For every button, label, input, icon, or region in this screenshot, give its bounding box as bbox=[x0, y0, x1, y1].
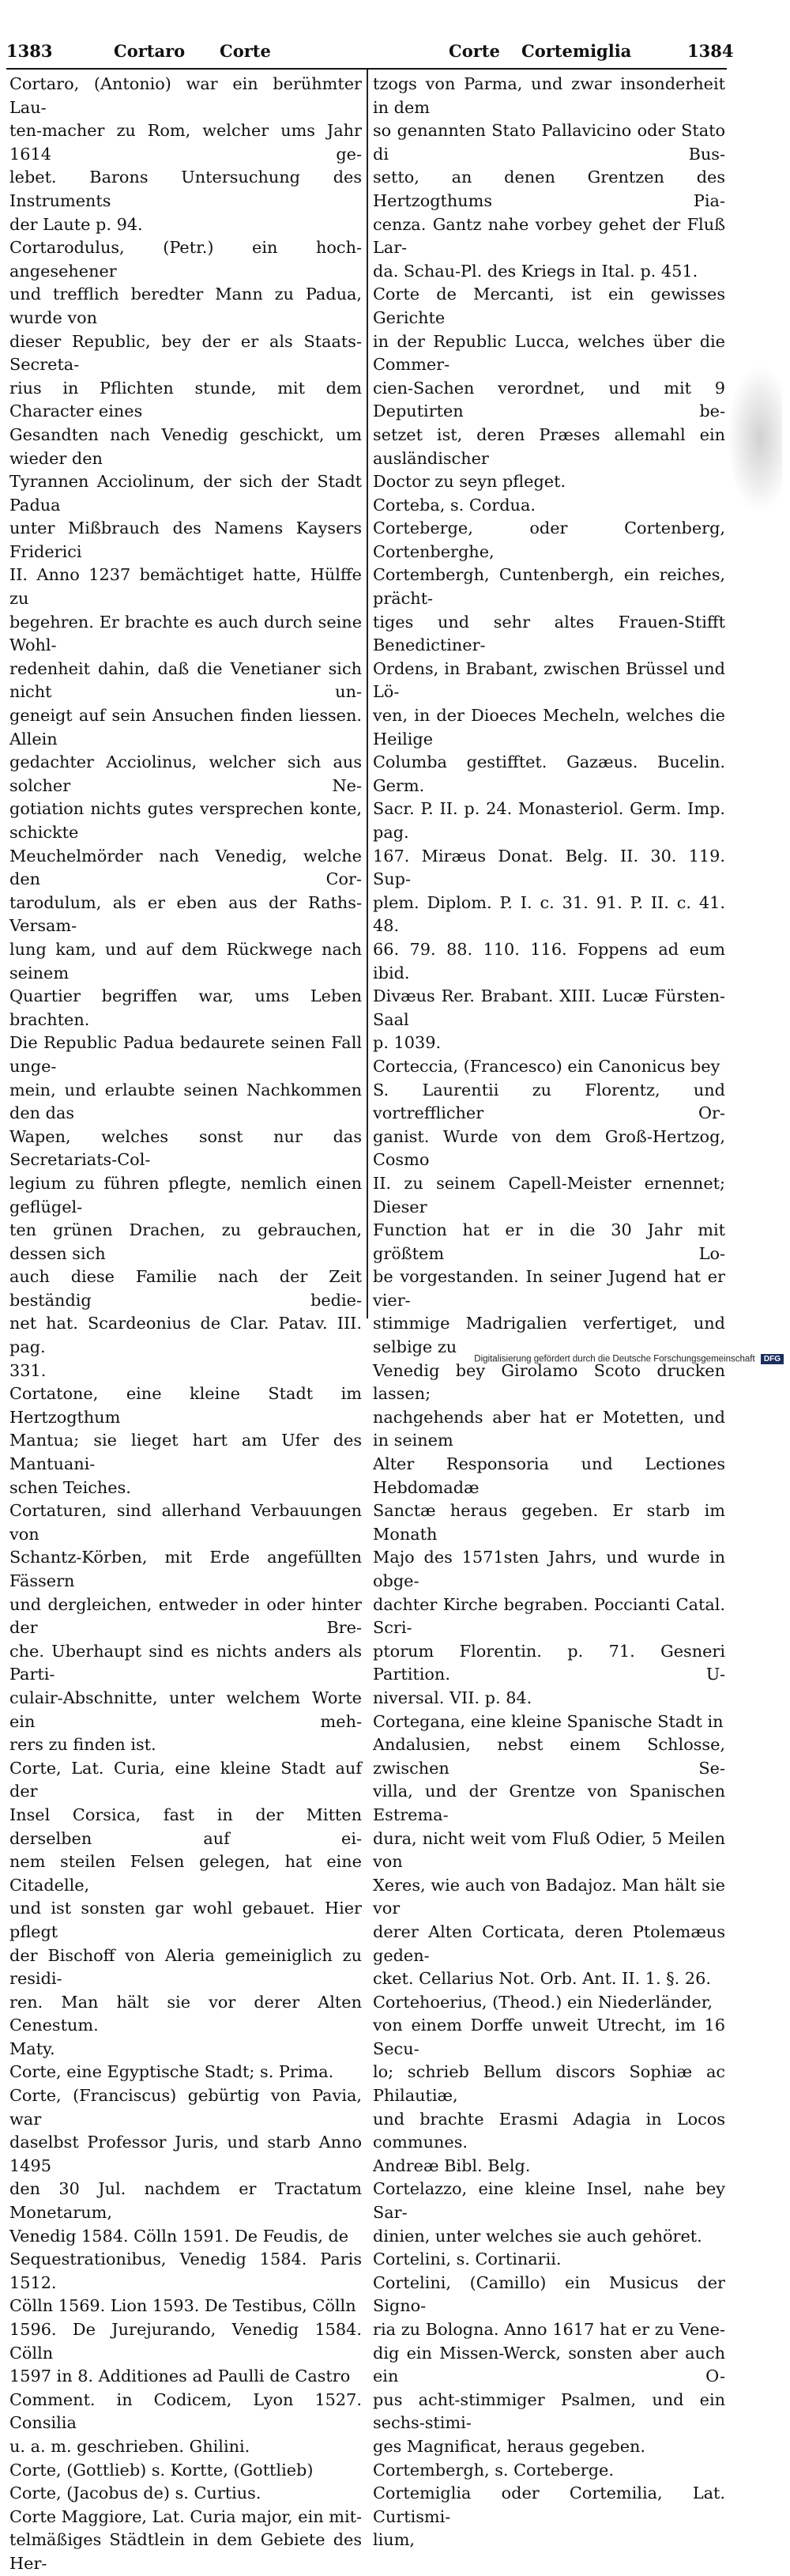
text-line: ges Magnificat, heraus gegeben. bbox=[373, 2436, 646, 2456]
text-line: Cortegana, eine kleine Spanische Stadt in bbox=[373, 1711, 724, 1731]
column-divider bbox=[367, 70, 368, 1318]
text-line: plem. Diplom. P. I. c. 31. 91. P. II. c. 41. 48. bbox=[373, 892, 725, 936]
text-line: lo; schrieb Bellum discors Sophiæ ac Philautiæ, bbox=[373, 2062, 725, 2106]
text-line: gedachter Acciolinus, welcher sich aus solcher Ne- bbox=[9, 752, 362, 795]
text-line: Meuchelmörder nach Venedig, welche den Cor- bbox=[9, 846, 362, 889]
text-line: Andreæ Bibl. Belg. bbox=[373, 2155, 531, 2175]
text-line: stimmige Madrigalien verfertiget, und selbige zu bbox=[373, 1314, 725, 1357]
text-line: dig ein Missen-Werck, sonsten aber auch ein O- bbox=[373, 2343, 725, 2386]
page-header bbox=[6, 41, 734, 68]
text-line: Quartier begriffen war, ums Leben brachten. bbox=[9, 986, 362, 1029]
text-line: den 30 Jul. nachdem er Tractatum Monetarum, bbox=[9, 2179, 362, 2223]
text-line: Cortemiglia oder Cortemilia, Lat. Curtismi- bbox=[373, 2484, 725, 2526]
text-line: Comment. in Codicem, Lyon 1527. Consilia bbox=[9, 2389, 362, 2433]
left-column bbox=[9, 73, 362, 2573]
text-line: lebet. Barons Untersuchung des Instruments bbox=[9, 168, 362, 210]
text-line: Corte, eine Egyptische Stadt; s. Prima. bbox=[9, 2062, 334, 2082]
text-line: p. 1039. bbox=[373, 1033, 442, 1053]
text-line: Sequestrationibus, Venedig 1584. Paris 1512. bbox=[9, 2250, 362, 2292]
text-line: Corte, (Gottlieb) s. Kortte, (Gottlieb) bbox=[9, 2460, 314, 2480]
text-line: dieser Republic, bey der er als Staats-Secreta- bbox=[9, 331, 362, 375]
text-line: derer Alten Corticata, deren Ptolemæus geden- bbox=[373, 1922, 725, 1965]
text-line: telmäßiges Städtlein in dem Gebiete des Her- bbox=[9, 2530, 362, 2573]
text-line: cien-Sachen verordnet, und mit 9 Deputirten be- bbox=[373, 378, 725, 421]
dfg-logo: DFG bbox=[761, 1354, 784, 1364]
text-line: II. zu seinem Capell-Meister ernennet; Dieser bbox=[373, 1173, 725, 1216]
text-line: von einem Dorffe unweit Utrecht, im 16 Secu- bbox=[373, 2016, 725, 2058]
text-line: Wapen, welches sonst nur das Secretariats-Col- bbox=[9, 1126, 362, 1170]
text-line: und brachte Erasmi Adagia in Locos communes. bbox=[373, 2109, 725, 2152]
text-line: 1597 in 8. Additiones ad Paulli de Castro bbox=[9, 2367, 351, 2386]
right-header-word-2: Cortemiglia bbox=[521, 41, 632, 61]
text-line: 1596. De Jurejurando, Venedig 1584. Cölln bbox=[9, 2320, 362, 2363]
text-line: Majo des 1571sten Jahrs, und wurde in obge- bbox=[373, 1548, 725, 1590]
text-line: che. Uberhaupt sind es nichts anders als Parti- bbox=[9, 1641, 362, 1684]
text-line: dinien, unter welches sie auch gehöret. bbox=[373, 2226, 702, 2246]
left-header-word-2: Corte bbox=[220, 41, 271, 61]
text-line: dachter Kirche begraben. Poccianti Catal. Scri- bbox=[373, 1594, 725, 1638]
text-line: Cortehoerius, (Theod.) ein Niederländer, bbox=[373, 1992, 713, 2012]
text-line: niversal. VII. p. 84. bbox=[373, 1688, 532, 1707]
right-page-number: 1384 bbox=[687, 41, 734, 61]
text-line: Mantua; sie lieget hart am Ufer des Mantuani- bbox=[9, 1431, 362, 1474]
text-line: redenheit dahin, daß die Venetianer sich nicht un- bbox=[9, 658, 362, 702]
text-line: Corte Maggiore, Lat. Curia major, ein mit- bbox=[9, 2506, 362, 2526]
text-line: Cortatone, eine kleine Stadt im Hertzogthum bbox=[9, 1384, 362, 1427]
text-line: Xeres, wie auch von Badajoz. Man hält sie vor bbox=[373, 1875, 725, 1918]
text-line: setzet ist, deren Præses allemahl ein ausländischer bbox=[373, 424, 725, 468]
text-line: rius in Pflichten stunde, mit dem Character eines bbox=[9, 378, 362, 421]
text-line: lium, bbox=[373, 2530, 416, 2550]
text-line: S. Laurentii zu Florentz, und vortrefflicher Or- bbox=[373, 1080, 725, 1123]
right-header-word-1: Corte bbox=[449, 41, 500, 61]
text-line: Corte, (Franciscus) gebürtig von Pavia, war bbox=[9, 2086, 362, 2129]
text-line: schen Teiches. bbox=[9, 1477, 131, 1497]
text-line: Corteba, s. Cordua. bbox=[373, 495, 536, 515]
text-line: Alter Responsoria und Lectiones Hebdomadæ bbox=[373, 1454, 725, 1497]
text-line: mein, und erlaubte seinen Nachkommen den das bbox=[9, 1080, 362, 1123]
text-line: Venedig bey Girolamo Scoto drucken lassen; bbox=[373, 1360, 725, 1404]
scan-smudge bbox=[727, 364, 782, 514]
text-line: Cortembergh, Cuntenbergh, ein reiches, prächt- bbox=[373, 565, 725, 609]
text-line: Corte, Lat. Curia, eine kleine Stadt auf der bbox=[9, 1758, 362, 1801]
text-line: geneigt auf sein Ansuchen finden liessen. Allein bbox=[9, 706, 362, 749]
text-line: nachgehends aber hat er Motetten, und in seinem bbox=[373, 1407, 725, 1450]
footer-text: Digitalisierung gefördert durch die Deutsche Forschungsgemeinschaft bbox=[474, 1354, 755, 1364]
text-line: Tyrannen Acciolinum, der sich der Stadt Padua bbox=[9, 472, 362, 515]
text-line: 66. 79. 88. 110. 116. Foppens ad eum ibid. bbox=[373, 939, 725, 983]
text-line: begehren. Er brachte es auch durch seine Wohl- bbox=[9, 612, 362, 655]
text-line: auch diese Familie nach der Zeit beständig bedie- bbox=[9, 1267, 362, 1310]
text-line: Corteberge, oder Cortenberg, Cortenberghe, bbox=[373, 519, 725, 561]
text-line: lung kam, und auf dem Rückwege nach seinem bbox=[9, 939, 362, 983]
text-line: legium zu führen pflegte, nemlich einen geflügel- bbox=[9, 1173, 362, 1216]
text-line: Corte, (Jacobus de) s. Curtius. bbox=[9, 2484, 261, 2503]
text-line: tiges und sehr altes Frauen-Stifft Benedictiner- bbox=[373, 612, 725, 655]
text-line: Ordens, in Brabant, zwischen Brüssel und Lö- bbox=[373, 658, 725, 702]
text-line: net hat. Scardeonius de Clar. Patav. III. pag. bbox=[9, 1314, 362, 1357]
text-line: be vorgestanden. In seiner Jugend hat er vier- bbox=[373, 1267, 725, 1310]
text-line: Insel Corsica, fast in der Mitten derselben auf ei- bbox=[9, 1805, 362, 1848]
text-line: so genannten Stato Pallavicino oder Stato di Bus- bbox=[373, 121, 725, 164]
text-line: rers zu finden ist. bbox=[9, 1735, 156, 1755]
text-line: culair-Abschnitte, unter welchem Worte ein meh- bbox=[9, 1688, 362, 1731]
text-line: ven, in der Dioeces Mecheln, welches die Heilige bbox=[373, 706, 725, 749]
text-line: dura, nicht weit vom Fluß Odier, 5 Meilen von bbox=[373, 1828, 725, 1872]
text-line: villa, und der Grentze von Spanischen Estrema- bbox=[373, 1782, 725, 1824]
text-line: Andalusien, nebst einem Schlosse, zwischen Se- bbox=[373, 1735, 725, 1778]
text-line: und ist sonsten gar wohl gebauet. Hier pflegt bbox=[9, 1899, 362, 1941]
text-line: setto, an denen Grentzen des Hertzogthums Pia- bbox=[373, 168, 725, 210]
text-line: Cortaro, (Antonio) war ein berühmter Lau- bbox=[9, 74, 362, 117]
text-line: Cortelazzo, eine kleine Insel, nahe bey Sar- bbox=[373, 2179, 725, 2223]
text-line: Doctor zu seyn pfleget. bbox=[373, 472, 566, 492]
text-line: ganist. Wurde von dem Groß-Hertzog, Cosmo bbox=[373, 1126, 725, 1170]
text-line: ten grünen Drachen, zu gebrauchen, dessen sich bbox=[9, 1220, 362, 1263]
text-line: da. Schau-Pl. des Kriegs in Ital. p. 451. bbox=[373, 261, 698, 281]
text-line: Cortelini, (Camillo) ein Musicus der Signo- bbox=[373, 2272, 725, 2316]
text-line: gotiation nichts gutes versprechen konte, schickte bbox=[9, 799, 362, 842]
text-line: Cortembergh, s. Corteberge. bbox=[373, 2460, 614, 2480]
text-line: Sanctæ heraus gegeben. Er starb im Monath bbox=[373, 1501, 725, 1544]
text-line: Maty. bbox=[9, 2039, 55, 2058]
text-line: Sacr. P. II. p. 24. Monasteriol. Germ. Imp. pag. bbox=[373, 799, 725, 842]
text-line: der Laute p. 94. bbox=[9, 214, 143, 234]
text-line: Divæus Rer. Brabant. XIII. Lucæ Fürsten-Saal bbox=[373, 986, 725, 1029]
text-line: nem steilen Felsen gelegen, hat eine Citadelle, bbox=[9, 1852, 362, 1895]
text-line: tarodulum, als er eben aus der Raths-Versam- bbox=[9, 892, 362, 936]
text-line: pus acht-stimmiger Psalmen, und ein sechs-stimi- bbox=[373, 2389, 725, 2433]
text-line: ten-macher zu Rom, welcher ums Jahr 1614 ge- bbox=[9, 121, 362, 164]
text-line: und dergleichen, entweder in oder hinter der Bre- bbox=[9, 1594, 362, 1638]
text-line: ren. Man hält sie vor derer Alten Cenestum. bbox=[9, 1992, 362, 2035]
left-page-number: 1383 bbox=[6, 41, 53, 61]
text-line: u. a. m. geschrieben. Ghilini. bbox=[9, 2436, 250, 2456]
text-line: Corte de Mercanti, ist ein gewisses Gerichte bbox=[373, 285, 725, 327]
text-line: daselbst Professor Juris, und starb Anno 1495 bbox=[9, 2133, 362, 2175]
text-line: und trefflich beredter Mann zu Padua, wurde von bbox=[9, 285, 362, 327]
text-line: Cortelini, s. Cortinarii. bbox=[373, 2250, 562, 2269]
text-line: ria zu Bologna. Anno 1617 hat er zu Vene- bbox=[373, 2320, 725, 2339]
footer-credit bbox=[474, 1354, 784, 1364]
text-line: Gesandten nach Venedig geschickt, um wieder den bbox=[9, 424, 362, 468]
text-line: cenza. Gantz nahe vorbey gehet der Fluß Lar- bbox=[373, 214, 725, 258]
left-header-word-1: Cortaro bbox=[114, 41, 186, 61]
text-line: Function hat er in die 30 Jahr mit größtem Lo- bbox=[373, 1220, 725, 1263]
text-line: Cortarodulus, (Petr.) ein hoch-angesehener bbox=[9, 238, 362, 281]
text-line: Schantz-Körben, mit Erde angefüllten Fässern bbox=[9, 1548, 362, 1590]
text-line: Corteccia, (Francesco) ein Canonicus bey bbox=[373, 1056, 720, 1076]
text-line: in der Republic Lucca, welches über die Commer- bbox=[373, 331, 725, 375]
text-line: 331. bbox=[9, 1360, 47, 1380]
text-line: der Bischoff von Aleria gemeiniglich zu residi- bbox=[9, 1945, 362, 1989]
text-line: II. Anno 1237 bemächtiget hatte, Hülffe zu bbox=[9, 565, 362, 609]
text-line: cket. Cellarius Not. Orb. Ant. II. 1. §. 26. bbox=[373, 1969, 711, 1989]
text-line: Columba gestifftet. Gazæus. Bucelin. Germ. bbox=[373, 752, 725, 795]
text-line: ptorum Florentin. p. 71. Gesneri Partition. U- bbox=[373, 1641, 725, 1684]
text-line: Die Republic Padua bedaurete seinen Fall unge- bbox=[9, 1033, 362, 1076]
text-line: unter Mißbrauch des Namens Kaysers Friderici bbox=[9, 519, 362, 561]
text-line: Venedig 1584. Cölln 1591. De Feudis, de bbox=[9, 2226, 349, 2246]
text-line: tzogs von Parma, und zwar insonderheit in dem bbox=[373, 74, 725, 117]
text-line: Cölln 1569. Lion 1593. De Testibus, Cölln bbox=[9, 2296, 356, 2316]
text-line: Cortaturen, sind allerhand Verbauungen von bbox=[9, 1501, 362, 1544]
text-line: 167. Miræus Donat. Belg. II. 30. 119. Sup- bbox=[373, 846, 725, 889]
